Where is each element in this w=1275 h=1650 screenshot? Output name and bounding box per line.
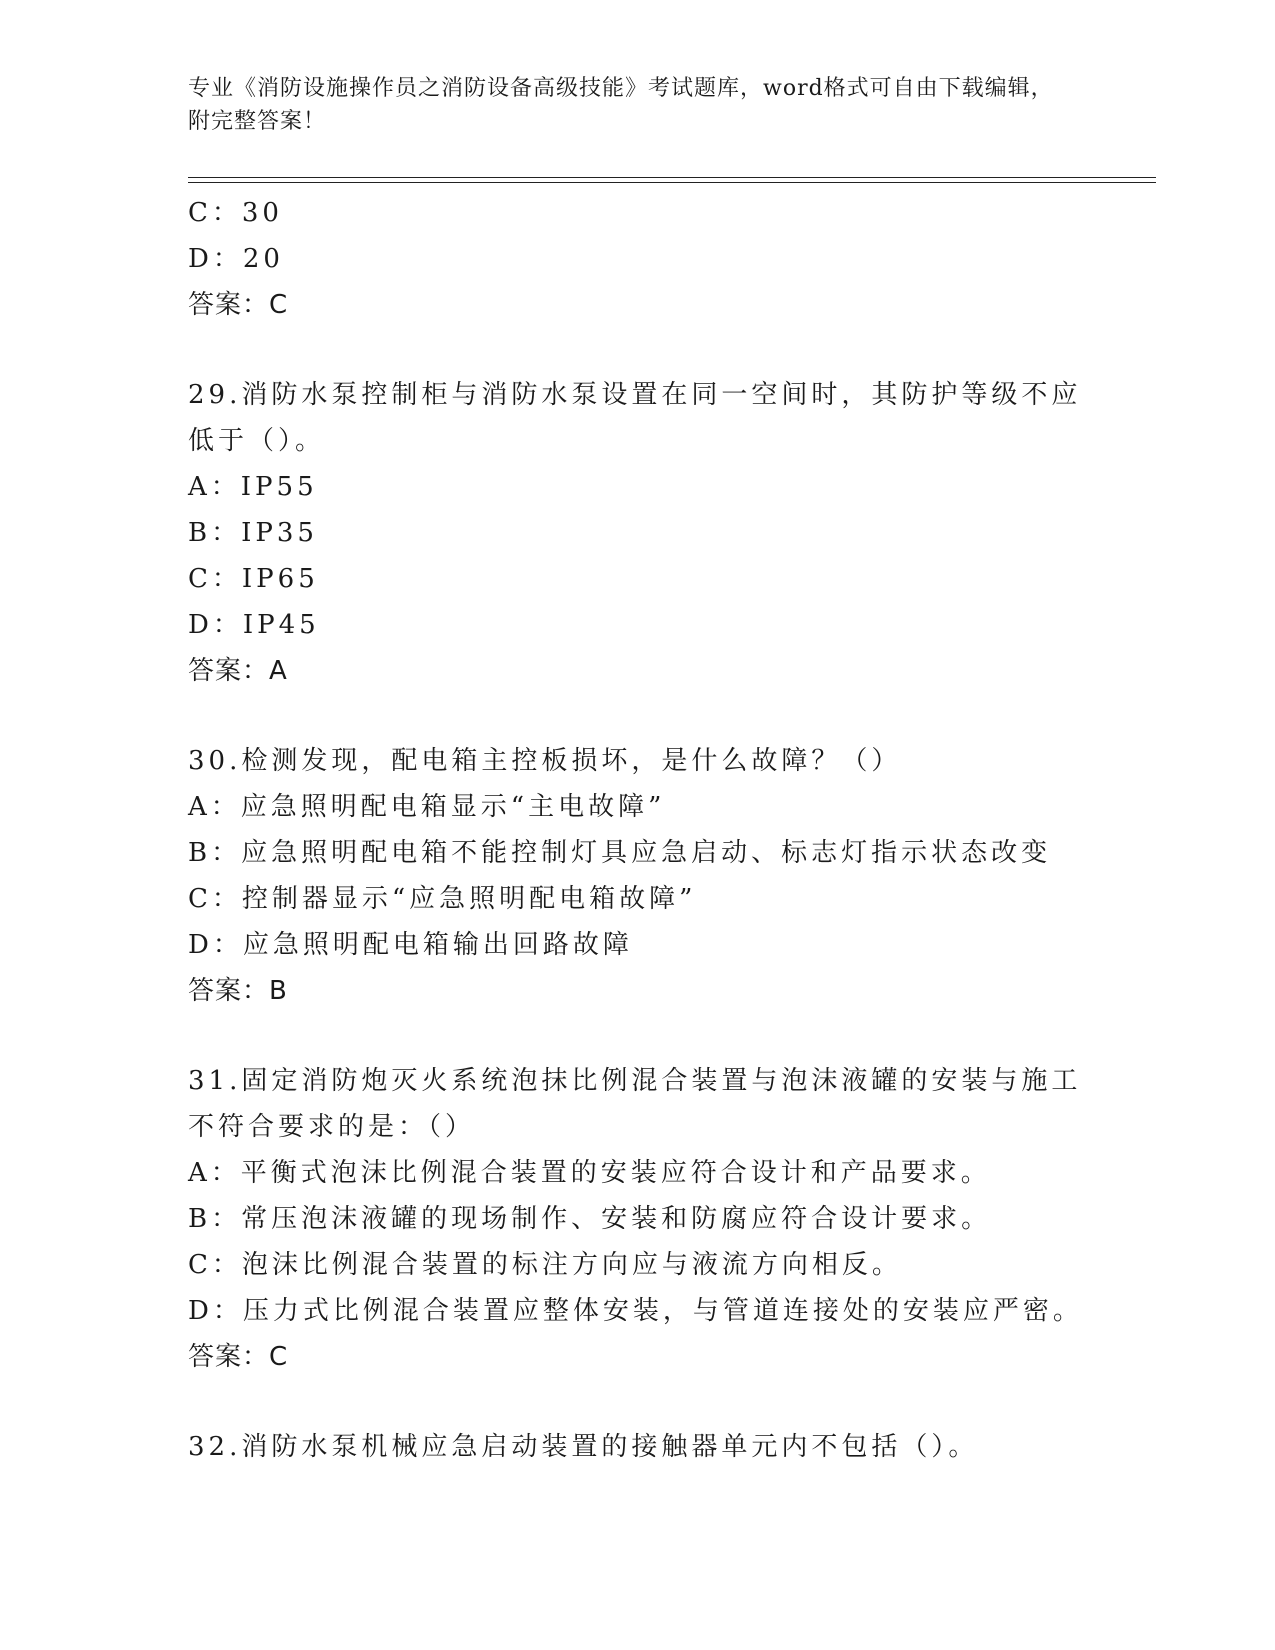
question-29 (188, 372, 1088, 694)
question-stem: 31.固定消防炮灭火系统泡抹比例混合装置与泡沫液罐的安装与施工不符合要求的是：（） (188, 1066, 1082, 1142)
option-c: C：30 (188, 198, 283, 228)
question-31 (188, 1058, 1088, 1380)
spacer (188, 1014, 1088, 1058)
option-b: B：IP35 (188, 518, 318, 548)
question-28-tail (188, 190, 1088, 328)
option-d: D：应急照明配电箱输出回路故障 (188, 930, 633, 960)
option-b: B：常压泡沫液罐的现场制作、安装和防腐应符合设计要求。 (188, 1204, 992, 1234)
option-b: B：应急照明配电箱不能控制灯具应急启动、标志灯指示状态改变 (188, 838, 1052, 868)
spacer (188, 328, 1088, 372)
option-a: A：应急照明配电箱显示“主电故障” (188, 792, 666, 822)
answer-line: 答案：B (188, 976, 288, 1006)
option-a: A：IP55 (188, 472, 318, 502)
option-d: D：IP45 (188, 610, 320, 640)
header-rule-bottom (188, 182, 1156, 183)
option-c: C：泡沫比例混合装置的标注方向应与液流方向相反。 (188, 1250, 902, 1280)
question-32 (188, 1424, 1088, 1470)
page-header: 专业《消防设施操作员之消防设备高级技能》考试题库，word格式可自由下载编辑，附完整答案！ (188, 76, 1054, 134)
question-stem: 30.检测发现，配电箱主控板损坏，是什么故障？（） (188, 746, 902, 776)
header-rule-top (188, 177, 1156, 178)
answer-line: 答案：C (188, 1342, 289, 1372)
option-c: C：控制器显示“应急照明配电箱故障” (188, 884, 697, 914)
spacer (188, 1380, 1088, 1424)
option-c: C：IP65 (188, 564, 319, 594)
option-d: D：压力式比例混合装置应整体安装，与管道连接处的安装应严密。 (188, 1296, 1083, 1326)
option-a: A：平衡式泡沫比例混合装置的安装应符合设计和产品要求。 (188, 1158, 991, 1188)
question-30 (188, 738, 1088, 1014)
option-d: D：20 (188, 244, 284, 274)
question-content (188, 190, 1088, 1470)
spacer (188, 694, 1088, 738)
question-stem: 29.消防水泵控制柜与消防水泵设置在同一空间时，其防护等级不应低于（）。 (188, 380, 1082, 456)
answer-line: 答案：A (188, 656, 288, 686)
answer-line: 答案：C (188, 290, 289, 320)
question-stem: 32.消防水泵机械应急启动装置的接触器单元内不包括（）。 (188, 1432, 979, 1462)
